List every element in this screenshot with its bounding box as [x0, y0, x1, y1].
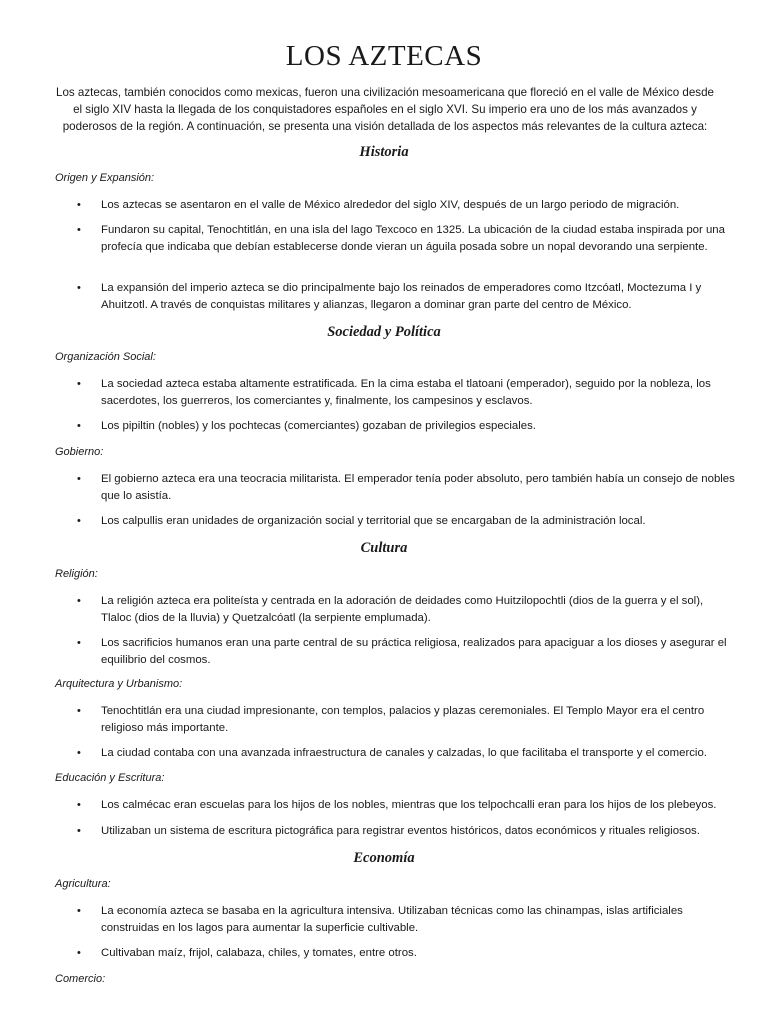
list-item — [55, 280, 735, 313]
bullet-icon: • — [77, 947, 81, 959]
list-item-text: Los calpullis eran unidades de organización social y territorial que se encargaban de la administración local. — [101, 515, 646, 527]
list-item — [55, 635, 735, 668]
bullet-icon: • — [77, 473, 81, 485]
list-item-text: El gobierno azteca era una teocracia militarista. El emperador tenía poder absoluto, pero también había un consejo de nobles que lo asistía. — [101, 473, 735, 502]
list-item — [55, 376, 735, 409]
list-item-text: La economía azteca se basaba en la agricultura intensiva. Utilizaban técnicas como las chinampas, islas artificiales construidas en los lagos para aumentar la superficie cultivable. — [101, 905, 683, 934]
bullet-icon: • — [77, 420, 81, 432]
list-item-text: Los sacrificios humanos eran una parte central de su práctica religiosa, realizados para apaciguar a los dioses y asegurar el equilibrio del cosmos. — [101, 637, 727, 666]
bullet-icon: • — [77, 799, 81, 811]
bullet-icon: • — [77, 905, 81, 917]
subheading-religion: Religión: — [55, 568, 98, 580]
list-item-text: La religión azteca era politeísta y centrada en la adoración de deidades como Huitzilopochtli (dios de la guerra y el sol), Tlaloc (dios de la lluvia) y Quetzalcóatl (la serpiente emplumada). — [101, 595, 704, 624]
list-item — [55, 945, 735, 962]
subheading-comercio: Comercio: — [55, 973, 106, 985]
section-heading-cultura: Cultura — [360, 540, 408, 556]
section-heading-economia: Economía — [353, 850, 415, 866]
list-item-text: Cultivaban maíz, frijol, calabaza, chiles, y tomates, entre otros. — [101, 947, 417, 959]
list-item — [55, 823, 735, 840]
bullet-icon: • — [77, 825, 81, 837]
bullet-icon: • — [77, 515, 81, 527]
list-item — [55, 513, 735, 530]
bullet-icon: • — [77, 705, 81, 717]
bullet-icon: • — [77, 282, 81, 294]
subheading-educacion: Educación y Escritura: — [55, 772, 165, 784]
bullet-icon: • — [77, 595, 81, 607]
list-item — [55, 471, 735, 504]
list-item — [55, 745, 735, 762]
list-item-text: La ciudad contaba con una avanzada infraestructura de canales y calzadas, lo que facilitaba el transporte y el comercio. — [101, 747, 707, 759]
list-item — [55, 703, 735, 736]
bullet-icon: • — [77, 224, 81, 236]
page-title: LOS AZTECAS — [285, 40, 483, 72]
subheading-origen: Origen y Expansión: — [55, 172, 155, 184]
section-heading-sociedad: Sociedad y Política — [327, 324, 441, 340]
list-item-text: Los calmécac eran escuelas para los hijos de los nobles, mientras que los telpochcalli eran para los hijos de los plebeyos. — [101, 799, 717, 811]
subheading-agricultura: Agricultura: — [55, 878, 111, 890]
bullet-icon: • — [77, 637, 81, 649]
list-item-text: La sociedad azteca estaba altamente estratificada. En la cima estaba el tlatoani (emperador), seguido por la nobleza, los sacerdotes, los guerreros, los comerciantes y, finalmente, los campesinos y esclavos. — [101, 378, 711, 407]
list-item — [55, 593, 735, 626]
list-item-text: La expansión del imperio azteca se dio principalmente bajo los reinados de emperadores como Itzcóatl, Moctezuma I y Ahuitzotl. A través de conquistas militares y alianzas, llegaron a dominar gran parte del centro de México. — [101, 282, 702, 311]
list-item — [55, 797, 735, 814]
subheading-gobierno: Gobierno: — [55, 446, 104, 458]
list-item-text: Fundaron su capital, Tenochtitlán, en una isla del lago Texcoco en 1325. La ubicación de la ciudad estaba inspirada por una profecía que indicaba que debían establecerse donde vieran un águila posada sobre un nopal devorando una serpiente. — [101, 224, 725, 253]
bullet-icon: • — [77, 199, 81, 211]
bullet-icon: • — [77, 378, 81, 390]
section-heading-historia: Historia — [359, 144, 409, 160]
list-item — [55, 418, 735, 435]
intro-paragraph: Los aztecas, también conocidos como mexicas, fueron una civilización mesoamericana que floreció en el valle de México desde el siglo XIV hasta la llegada de los conquistadores españoles en el siglo XVI. Su imperio era uno de los más avanzados y poderosos de la región. A continuación, se presenta una visión detallada de los aspectos más relevantes de la cultura azteca: — [56, 86, 714, 133]
list-item — [55, 197, 735, 214]
list-item-text: Los pipiltin (nobles) y los pochtecas (comerciantes) gozaban de privilegios especiales. — [101, 420, 536, 432]
list-item-text: Los aztecas se asentaron en el valle de México alrededor del siglo XIV, después de un largo periodo de migración. — [101, 199, 680, 211]
subheading-organizacion: Organización Social: — [55, 351, 156, 363]
list-item-text: Utilizaban un sistema de escritura pictográfica para registrar eventos históricos, datos económicos y rituales religiosos. — [101, 825, 700, 837]
subheading-arquitectura: Arquitectura y Urbanismo: — [55, 678, 183, 690]
list-item-text: Tenochtitlán era una ciudad impresionante, con templos, palacios y plazas ceremoniales. El Templo Mayor era el centro religioso más importante. — [101, 705, 705, 734]
list-item — [55, 903, 735, 936]
list-item — [55, 222, 735, 255]
bullet-icon: • — [77, 747, 81, 759]
